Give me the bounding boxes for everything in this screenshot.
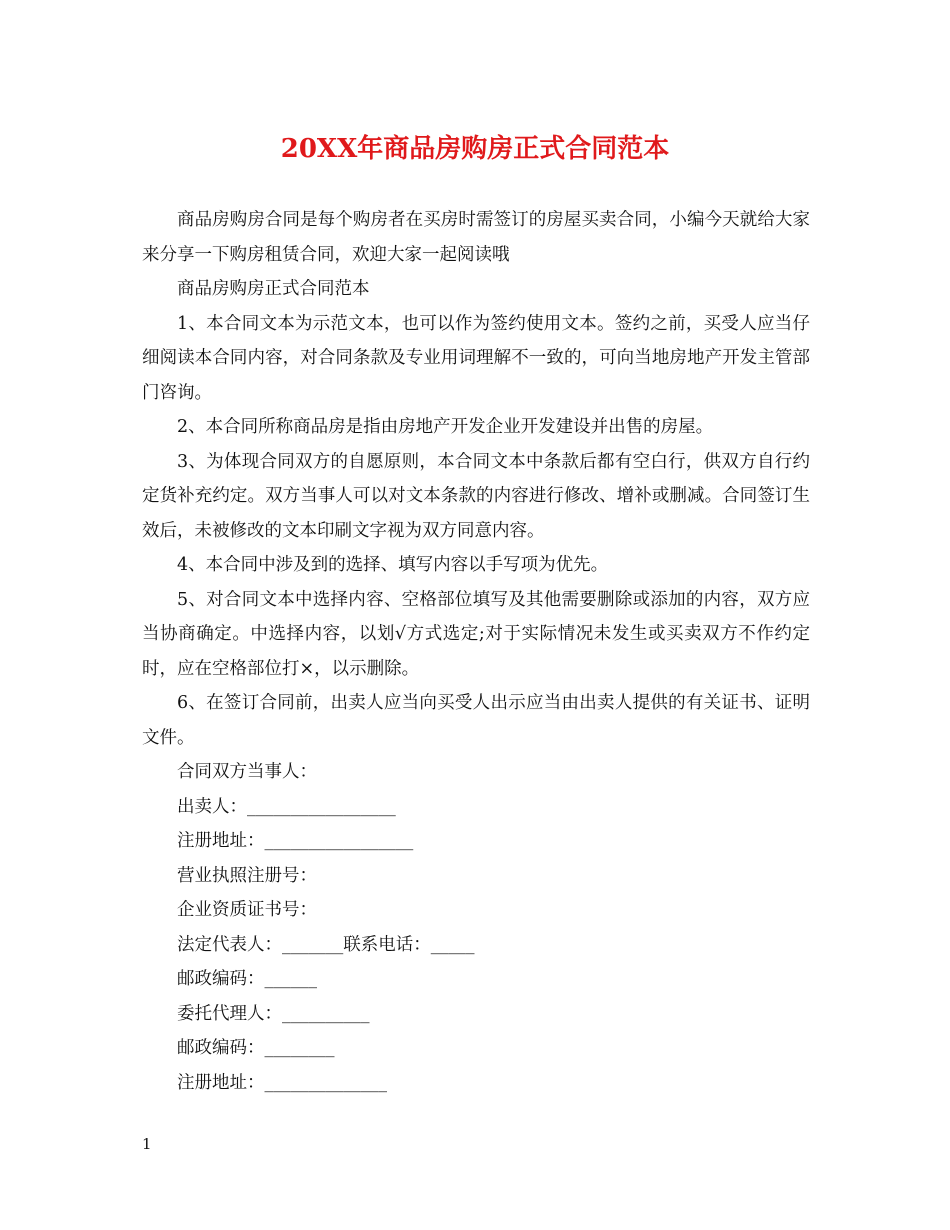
clause-3: 3、为体现合同双方的自愿原则，本合同文本中条款后都有空白行，供双方自行约定货补充约定。双方当事人可以对文本条款的内容进行修改、增补或删减。合同签订生效后，未被修改的文本印刷文字视为双方同意内容。 — [142, 451, 810, 541]
clause-5: 5、对合同文本中选择内容、空格部位填写及其他需要删除或添加的内容，双方应当协商确定。中选择内容，以划√方式选定;对于实际情况未发生或买卖双方不作约定时，应在空格部位打×，以示删除。 — [142, 589, 810, 679]
legal-representative-field: 法定代表人：_______联系电话：_____ — [177, 934, 475, 955]
intro-paragraph: 商品房购房合同是每个购房者在买房时需签订的房屋买卖合同，小编今天就给大家来分享一下购房租赁合同，欢迎大家一起阅读哦 — [142, 210, 810, 265]
agent-postcode-field: 邮政编码：________ — [177, 1038, 335, 1058]
clause-1: 1、本合同文本为示范文本，也可以作为签约使用文本。签约之前，买受人应当仔细阅读本合同内容，对合同条款及专业用词理解不一致的，可向当地房地产开发主管部门咨询。 — [142, 313, 810, 403]
agent-field: 委托代理人：__________ — [177, 1003, 370, 1024]
postcode-field: 邮政编码：______ — [177, 969, 317, 989]
registered-address-field: 注册地址：_________________ — [177, 831, 414, 851]
parties-heading: 合同双方当事人： — [177, 762, 317, 782]
clause-4: 4、本合同中涉及到的选择、填写内容以手写项为优先。 — [177, 555, 609, 575]
clause-2: 2、本合同所称商品房是指由房地产开发企业开发建设并出售的房屋。 — [177, 417, 714, 437]
clause-6: 6、在签订合同前，出卖人应当向买受人出示应当由出卖人提供的有关证书、证明文件。 — [142, 693, 810, 748]
seller-field: 出卖人：_________________ — [177, 796, 396, 817]
qualification-certificate-field: 企业资质证书号： — [177, 900, 317, 920]
document-body — [142, 203, 810, 1100]
contract-subtitle: 商品房购房正式合同范本 — [177, 279, 370, 299]
agent-registered-address-field: 注册地址：______________ — [177, 1072, 387, 1093]
document-title: 20XX年商品房购房正式合同范本 — [280, 134, 670, 164]
page-number: 1 — [142, 1135, 152, 1153]
business-license-field: 营业执照注册号： — [177, 865, 317, 886]
